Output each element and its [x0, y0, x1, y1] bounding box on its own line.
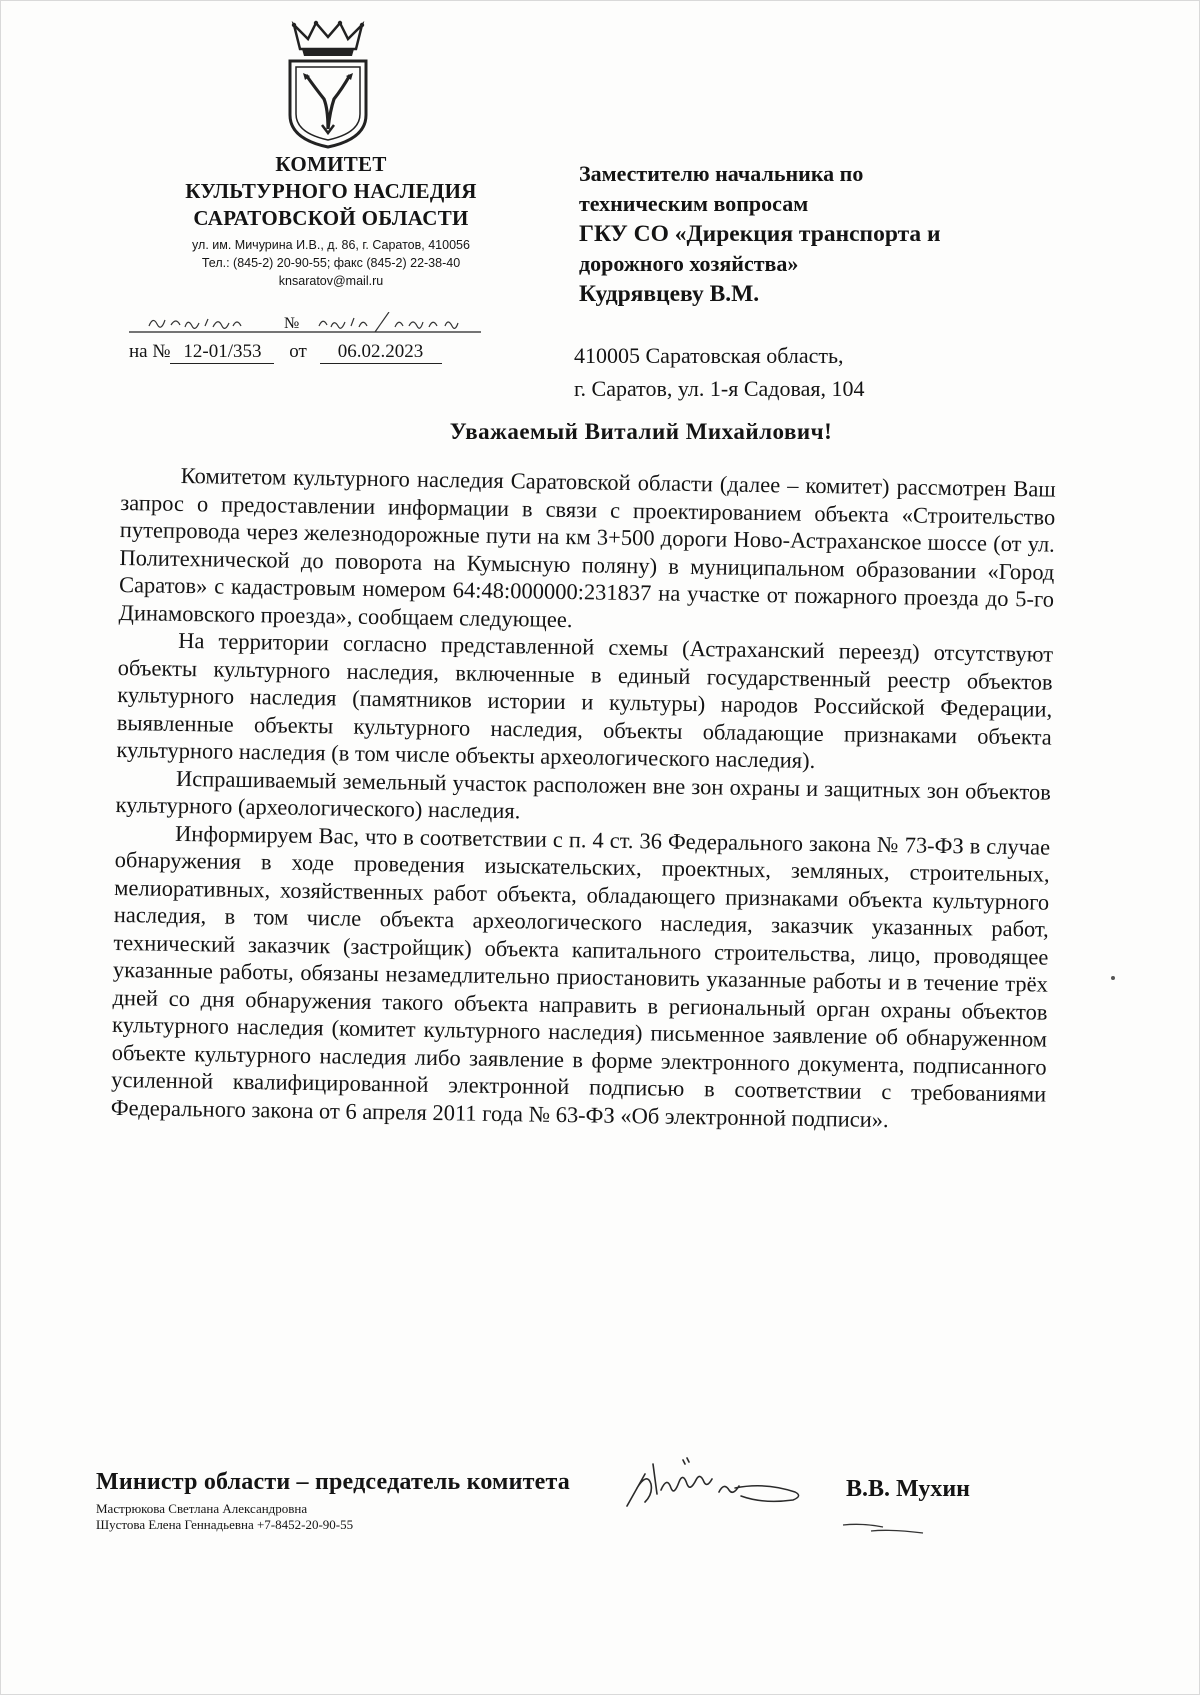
- letter-body: [111, 461, 1056, 1136]
- org-line-2: КУЛЬТУРНОГО НАСЛЕДИЯ: [185, 179, 477, 203]
- org-email: knsaratov@mail.ru: [278, 274, 384, 288]
- in-reply-from-label: от: [289, 341, 307, 362]
- addressee-line-1: Заместителю начальника по: [579, 161, 864, 186]
- org-line-3: САРАТОВСКОЙ ОБЛАСТИ: [193, 206, 469, 230]
- addressee-line-2: техническим вопросам: [579, 191, 809, 216]
- org-line-1: КОМИТЕТ: [275, 152, 387, 176]
- body-paragraph-1: Комитетом культурного наследия Саратовской области (далее – комитет) рассмотрен Ваш запрос о предоставлении информации в связи с проектированием объекта «Строительство путепровода через железнодорожные пути на км 3+500 дороги Ново-Астраханское шоссе (от ул. Политехнической до поворота на Кумысную поляну) в муниципальном образовании «Город Саратов» с кадастровым номером 64:48:000000:231837 на участке от пожарного проезда до 5-го Динамовского проезда», сообщаем следующее.: [118, 462, 1056, 632]
- in-reply-date: 06.02.2023: [320, 341, 442, 364]
- addressee-line-3: ГКУ СО «Дирекция транспорта и: [579, 221, 941, 247]
- in-reply-label: на №: [129, 341, 171, 362]
- body-paragraph-2: На территории согласно представленной схемы (Астраханский переезд) отсутствуют объекты культурного наследия, включенные в единый государственный реестр объектов культурного наследия (памятников истории и культуры) народов Российской Федерации, выявленные объекты культурного наследия, объекты обладающие признаками объекта культурного наследия (в том числе объекты археологического наследия).: [116, 627, 1054, 773]
- in-reply-number: 12-01/353: [170, 341, 274, 364]
- handwritten-signature: [623, 1454, 811, 1514]
- signatory-title: Министр области – председатель комитета: [96, 1469, 570, 1495]
- greeting: Уважаемый Виталий Михайлович!: [449, 419, 833, 444]
- executor-2: Шустова Елена Геннадьевна +7-8452-20-90-55: [96, 1517, 354, 1532]
- addressee-line-5: Кудрявцеву В.М.: [579, 281, 760, 307]
- coat-of-arms-icon: [286, 19, 370, 149]
- signer-name: В.В. Мухин: [846, 1476, 971, 1502]
- org-address: ул. им. Мичурина И.В., д. 86, г. Саратов, 410056: [192, 238, 470, 252]
- org-phones: Тел.: (845-2) 20-90-55; факс (845-2) 22-38-40: [201, 256, 461, 270]
- scan-speck: [1111, 976, 1115, 980]
- signer-underline: [841, 1521, 931, 1535]
- addressee-block: [579, 159, 1139, 309]
- organization-contacts: [121, 236, 541, 290]
- body-paragraph-3: Испрашиваемый земельный участок расположен вне зон охраны и защитных зон объектов культурного (археологического) наследия.: [115, 765, 1052, 824]
- organization-name: [121, 151, 541, 232]
- registration-number-label: №: [284, 315, 300, 332]
- addressee-postal-address: [574, 339, 1134, 405]
- handwritten-registration-entry: [129, 312, 489, 336]
- body-paragraph-4: Информируем Вас, что в соответствии с п. 4 ст. 36 Федерального закона № 73-ФЗ в случае обнаружения в ходе проведения изыскательских, проектных, земляных, строительных, мелиоративных, хозяйственных работ объекта, обладающего признаками объекта культурного наследия, в том числе объекта археологического наследия, заказчик указанных работ, технический заказчик (застройщик) объекта капитального строительства, лицо, проводящее указанные работы, обязаны незамедлительно приостановить указанные работы и в течение трёх дней со дня обнаружения такого объекта направить в региональный орган охраны объектов культурного наследия (комитет культурного наследия) письменное заявление об обнаруженном объекте культурного наследия либо заявление в форме электронного документа, подписанного усиленной квалифицированной электронной подписью в соответствии с требованиями Федерального закона от 6 апреля 2011 года № 63-ФЗ «Об электронной подписи».: [110, 820, 1051, 1132]
- address-line-2: г. Саратов, ул. 1-я Садовая, 104: [574, 376, 865, 401]
- address-line-1: 410005 Саратовская область,: [574, 343, 844, 368]
- addressee-line-4: дорожного хозяйства»: [579, 251, 799, 276]
- in-reply-reference: [129, 341, 449, 364]
- executor-1: Мастрюкова Светлана Александровна: [96, 1501, 308, 1516]
- executors: [96, 1501, 353, 1533]
